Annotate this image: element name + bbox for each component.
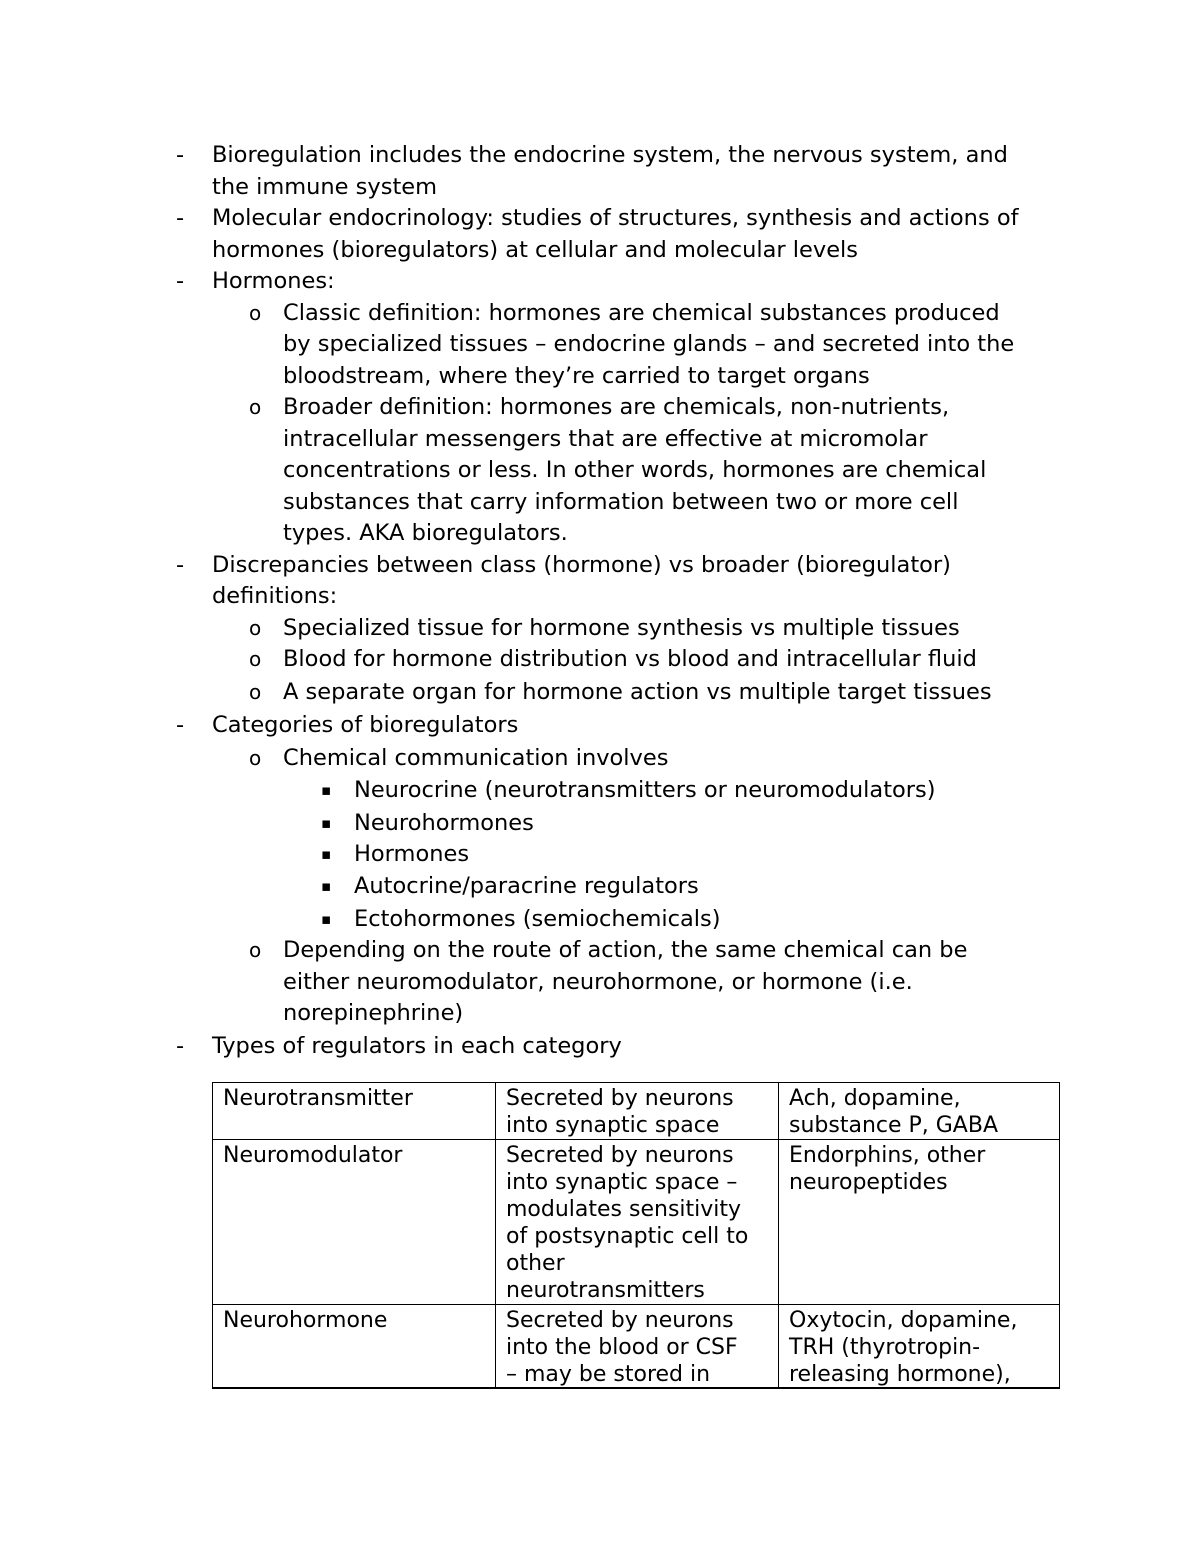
bullet-marker: ▪ [321,780,332,799]
list-item-text-line: Bioregulation includes the endocrine system, the nervous system, and [212,142,1008,168]
page-bottom-margin [200,1389,1080,1559]
table-cell-examples [779,1083,1060,1140]
table-cell-line: Secreted by neurons [506,1308,734,1333]
table-cell-line: into synaptic space [506,1113,720,1138]
table-row [213,1305,1060,1389]
list-item-level-2 [249,392,987,550]
bullet-marker: o [249,615,262,640]
bullet-marker: o [249,395,262,419]
table-cell-line: Neuromodulator [223,1143,403,1168]
list-item-text-line: Autocrine/paracrine regulators [354,872,699,899]
bullet-marker: o [249,300,262,325]
table-cell-description [496,1083,779,1140]
table-cell-line: Secreted by neurons [506,1086,734,1111]
list-item-text-line: by specialized tissues – endocrine glands – and secreted into the [283,331,1015,357]
list-item-text-line: Neurocrine (neurotransmitters or neuromodulators) [354,776,936,803]
list-item-level-3 [321,904,721,936]
table-cell-description [496,1140,779,1305]
list-item-text-line: concentrations or less. In other words, hormones are chemical [283,457,987,483]
list-item-level-1 [176,550,951,613]
list-item-level-1 [176,140,1008,203]
list-item-level-3 [321,871,699,903]
table-cell-line: Neurotransmitter [223,1086,413,1111]
table-cell-line: into the blood or CSF [506,1335,738,1360]
bullet-marker: - [176,1033,185,1059]
table-cell-line: neurotransmitters [506,1278,705,1303]
list-item-level-3 [321,839,470,871]
list-item-level-2 [249,644,977,676]
list-item-level-1 [176,203,1019,266]
bullet-marker: o [249,647,262,671]
bullet-marker: ▪ [321,845,332,863]
list-item-text-line: Specialized tissue for hormone synthesis vs multiple tissues [283,614,960,641]
bullet-marker: ▪ [321,876,332,895]
list-item-text-line: intracellular messengers that are effective at micromolar [283,425,928,452]
table-cell-line: Secreted by neurons [506,1143,734,1168]
table-cell-line: releasing hormone), [789,1362,1011,1387]
list-item-text-line: Depending on the route of action, the same chemical can be [283,937,968,963]
list-item-text-line: Categories of bioregulators [212,712,519,738]
regulators-table [212,1082,1060,1389]
list-item-text-line: Broader definition: hormones are chemicals, non-nutrients, [283,394,950,420]
table-cell-examples [779,1140,1060,1305]
list-item-text-line: types. AKA bioregulators. [283,520,568,546]
table-cell-line: of postsynaptic cell to [506,1224,749,1249]
list-item-level-2 [249,935,968,1030]
list-item-text-line: Hormones: [212,268,335,294]
bullet-marker: ▪ [321,813,332,832]
bullet-marker: - [176,268,185,294]
list-item-level-3 [321,808,534,840]
table-row [213,1083,1060,1140]
table-bottom-border [212,1387,1059,1389]
list-item-text-line: definitions: [212,583,338,609]
bullet-marker: ▪ [321,909,332,928]
list-item-text-line: Neurohormones [354,809,534,836]
list-item-text-line: substances that carry information between two or more cell [283,488,959,515]
list-item-text-line: either neuromodulator, neurohormone, or hormone (i.e. [283,968,913,995]
bullet-marker: o [249,938,262,962]
list-item-text-line: the immune system [212,173,438,200]
list-item-level-2 [249,298,1015,393]
table-cell-type [213,1140,496,1305]
bullet-marker: o [249,746,262,770]
list-item-level-2 [249,613,960,645]
table-cell-line: Ach, dopamine, [789,1086,961,1111]
bullet-marker: - [176,712,185,738]
table-cell-line: substance P, GABA [789,1113,998,1138]
list-item-level-1 [176,710,519,742]
bullet-marker: - [176,142,185,168]
table-cell-line: TRH (thyrotropin- [789,1335,981,1360]
table-cell-examples [779,1305,1060,1389]
table-cell-line: Oxytocin, dopamine, [789,1308,1018,1333]
bullet-marker: o [249,680,262,704]
table-cell-line: Endorphins, other [789,1143,986,1168]
table-cell-description [496,1305,779,1389]
table-row [213,1140,1060,1305]
list-item-text-line: hormones (bioregulators) at cellular and molecular levels [212,236,859,263]
table-cell-line: neuropeptides [789,1170,948,1195]
table-cell-line: modulates sensitivity [506,1197,742,1222]
list-item-level-2 [249,743,669,775]
list-item-level-3 [321,775,936,807]
list-item-text-line: Ectohormones (semiochemicals) [354,905,721,932]
list-item-text-line: norepinephrine) [283,1000,464,1026]
list-item-text-line: Molecular endocrinology: studies of structures, synthesis and actions of [212,205,1019,231]
table-cell-line: into synaptic space – [506,1170,738,1195]
table-cell-line: Neurohormone [223,1308,388,1333]
list-item-level-1 [176,266,335,298]
table-cell-line: – may be stored in [506,1362,711,1387]
table-cell-line: other [506,1251,565,1276]
list-item-text-line: Discrepancies between class (hormone) vs broader (bioregulator) [212,551,951,578]
list-item-text-line: Chemical communication involves [283,745,669,771]
list-item-level-1 [176,1031,622,1063]
bullet-marker: - [176,205,185,231]
table-cell-type [213,1305,496,1389]
list-item-text-line: Types of regulators in each category [212,1033,622,1059]
regulators-table-body [213,1083,1060,1389]
list-item-text-line: Blood for hormone distribution vs blood and intracellular fluid [283,646,977,672]
list-item-level-2 [249,677,992,709]
list-item-text-line: A separate organ for hormone action vs multiple target tissues [283,679,992,705]
table-cell-type [213,1083,496,1140]
list-item-text-line: Classic definition: hormones are chemical substances produced [283,299,1000,326]
list-item-text-line: Hormones [354,841,470,867]
list-item-text-line: bloodstream, where they’re carried to target organs [283,362,870,389]
bullet-marker: - [176,551,185,578]
